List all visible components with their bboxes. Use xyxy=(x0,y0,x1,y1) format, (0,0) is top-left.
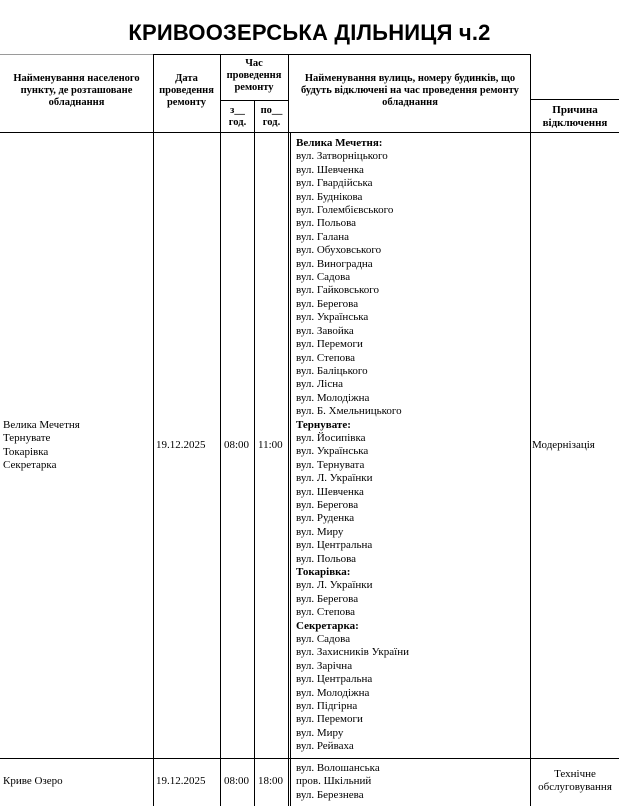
street-item: вул. Перемоги xyxy=(296,713,363,726)
page-title: КРИВООЗЕРСЬКА ДІЛЬНИЦЯ ч.2 xyxy=(128,20,491,45)
street-item: вул. Степова xyxy=(296,606,356,619)
settlement-name: Тернувате xyxy=(3,432,51,445)
row2-reason: Технічне обслуговування xyxy=(538,768,612,793)
row1-settlements xyxy=(3,419,151,473)
header-time-from: з__ год. xyxy=(228,105,247,128)
street-item: вул. Центральна xyxy=(296,539,373,552)
row2-settlement: Криве Озеро xyxy=(3,775,63,787)
street-item: вул. Волошанська xyxy=(296,762,380,774)
street-item: вул. Миру xyxy=(296,726,344,739)
street-item: вул. Молодіжна xyxy=(296,391,370,404)
street-item: вул. Рейваха xyxy=(296,740,354,753)
street-item: вул. Гвардійська xyxy=(296,177,373,190)
street-item: вул. Зарічна xyxy=(296,659,353,672)
street-item: вул. Степова xyxy=(296,351,356,364)
village-heading: Токарівка: xyxy=(296,566,351,578)
street-item: вул. Йосипівка xyxy=(296,431,366,444)
street-item: вул. Руденка xyxy=(296,512,355,525)
street-item: вул. Л. Українки xyxy=(296,579,373,592)
header-reason: Причина відключення xyxy=(542,104,608,129)
street-item: вул. Садова xyxy=(296,633,351,646)
street-item: вул. Польова xyxy=(296,552,357,565)
header-settlement: Найменування населеного пункту, де розташоване обладнання xyxy=(13,73,140,108)
street-item: вул. Затворніцького xyxy=(296,150,388,163)
village-heading: Секретарка: xyxy=(296,619,359,632)
street-item: пров. Шкільний xyxy=(296,775,372,788)
street-item: вул. Центральна xyxy=(296,673,373,686)
street-item: вул. Буднікова xyxy=(296,190,363,203)
street-item: вул. Лісна xyxy=(296,378,343,391)
row2-street-list xyxy=(296,762,528,802)
street-item: вул. Голембієвського xyxy=(296,204,394,217)
village-heading: Велика Мечетня: xyxy=(296,137,383,149)
street-item: вул. Садова xyxy=(296,271,351,284)
settlement-name: Велика Мечетня xyxy=(3,419,80,431)
street-item: вул. Обуховського xyxy=(296,244,382,257)
header-time-to: по__ год. xyxy=(260,105,283,128)
row1-street-list xyxy=(296,137,528,754)
row1-time-from: 08:00 xyxy=(224,439,250,451)
row2-date: 19.12.2025 xyxy=(156,775,206,787)
header-date: Дата проведення ремонту xyxy=(159,73,214,108)
row1-date: 19.12.2025 xyxy=(156,439,206,451)
street-item: вул. Українська xyxy=(296,445,369,458)
street-item: вул. Баліцького xyxy=(296,364,368,377)
street-item: вул. Перемоги xyxy=(296,338,363,351)
street-item: вул. Берегова xyxy=(296,297,359,310)
header-streets: Найменування вулиць, номеру будинків, що будуть відключені на час проведення ремонту обладнання xyxy=(301,73,519,108)
street-item: вул. Завойка xyxy=(296,324,354,337)
street-item: вул. Підгірна xyxy=(296,700,358,713)
street-item: вул. Українська xyxy=(296,311,369,324)
street-item: вул. Тернувата xyxy=(296,458,365,471)
street-item: вул. Миру xyxy=(296,525,344,538)
street-item: вул. Гайковського xyxy=(296,284,380,297)
row1-time-to: 11:00 xyxy=(258,439,283,451)
street-item: вул. Л. Українки xyxy=(296,472,373,485)
row2-time-to: 18:00 xyxy=(258,775,284,787)
street-item: вул. Виноградна xyxy=(296,257,373,270)
row1-reason: Модернізація xyxy=(532,439,595,451)
street-item: вул. Березнева xyxy=(296,788,364,801)
village-heading: Тернувате: xyxy=(296,418,351,431)
header-time: Час проведення ремонту xyxy=(226,58,282,93)
street-item: вул. Галана xyxy=(296,230,350,243)
settlement-name: Секретарка xyxy=(3,459,57,472)
street-item: вул. Берегова xyxy=(296,498,359,511)
street-item: вул. Б. Хмельницького xyxy=(296,405,402,418)
street-item: вул. Польова xyxy=(296,217,357,230)
street-item: вул. Захисників України xyxy=(296,646,409,659)
street-item: вул. Шевченка xyxy=(296,163,364,176)
street-item: вул. Молодіжна xyxy=(296,686,370,699)
settlement-name: Токарівка xyxy=(3,445,49,458)
row2-time-from: 08:00 xyxy=(224,775,250,787)
street-item: вул. Шевченка xyxy=(296,485,364,498)
street-item: вул. Берегова xyxy=(296,592,359,605)
